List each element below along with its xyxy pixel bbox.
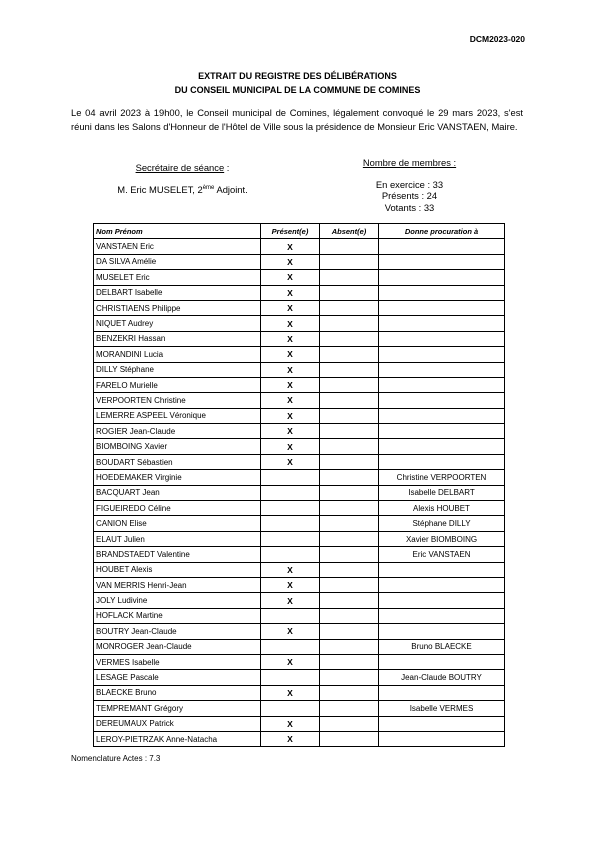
cell-present: X: [261, 377, 320, 392]
cell-absent: [320, 470, 379, 485]
members-label: Nombre de membres :: [362, 157, 457, 168]
cell-present: X: [261, 408, 320, 423]
cell-proxy: [379, 239, 505, 254]
cell-proxy: Xavier BIOMBOING: [379, 531, 505, 546]
cell-present: [261, 670, 320, 685]
table-row: [94, 531, 505, 546]
cell-absent: [320, 670, 379, 685]
cell-name: ELAUT Julien: [94, 531, 261, 546]
cell-name: LEROY-PIETRZAK Anne-Natacha: [94, 731, 261, 746]
table-row: [94, 254, 505, 269]
cell-name: VERMES Isabelle: [94, 654, 261, 669]
cell-present: X: [261, 454, 320, 469]
cell-proxy: Alexis HOUBET: [379, 501, 505, 516]
cell-name: BLAECKE Bruno: [94, 685, 261, 700]
table-row: [94, 577, 505, 592]
cell-name: LEMERRE ASPEEL Véronique: [94, 408, 261, 423]
cell-proxy: [379, 624, 505, 639]
cell-absent: [320, 316, 379, 331]
cell-proxy: [379, 285, 505, 300]
cell-name: HOUBET Alexis: [94, 562, 261, 577]
cell-proxy: Stéphane DILLY: [379, 516, 505, 531]
cell-present: X: [261, 624, 320, 639]
cell-name: FIGUEIREDO Céline: [94, 501, 261, 516]
cell-present: X: [261, 654, 320, 669]
cell-proxy: [379, 731, 505, 746]
cell-proxy: [379, 316, 505, 331]
table-row: [94, 347, 505, 362]
cell-absent: [320, 547, 379, 562]
secretary-name-sup: ème: [202, 185, 215, 191]
cell-name: BACQUART Jean: [94, 485, 261, 500]
table-row: [94, 485, 505, 500]
members-block: [338, 157, 481, 213]
cell-name: CANION Elise: [94, 516, 261, 531]
cell-name: BIOMBOING Xavier: [94, 439, 261, 454]
cell-name: JOLY Ludivine: [94, 593, 261, 608]
cell-absent: [320, 701, 379, 716]
cell-name: MONROGER Jean-Claude: [94, 639, 261, 654]
cell-absent: [320, 393, 379, 408]
footer-nomenclature: Nomenclature Actes : 7.3: [71, 754, 161, 763]
cell-present: X: [261, 731, 320, 746]
cell-name: LESAGE Pascale: [94, 670, 261, 685]
header-name: Nom Prénom: [94, 224, 261, 239]
table-row: [94, 608, 505, 623]
cell-proxy: [379, 331, 505, 346]
table-header-row: [94, 224, 505, 239]
attendance-table: [93, 223, 505, 747]
table-row: [94, 377, 505, 392]
document-title: [0, 69, 595, 97]
cell-name: VAN MERRIS Henri-Jean: [94, 577, 261, 592]
table-row: [94, 424, 505, 439]
cell-name: DA SILVA Amélie: [94, 254, 261, 269]
cell-present: X: [261, 593, 320, 608]
cell-absent: [320, 377, 379, 392]
cell-name: CHRISTIAENS Philippe: [94, 300, 261, 315]
table-row: [94, 639, 505, 654]
cell-present: X: [261, 239, 320, 254]
cell-present: [261, 639, 320, 654]
cell-proxy: Eric VANSTAEN: [379, 547, 505, 562]
cell-name: BOUDART Sébastien: [94, 454, 261, 469]
cell-absent: [320, 516, 379, 531]
cell-present: X: [261, 685, 320, 700]
table-row: [94, 316, 505, 331]
table-row: [94, 331, 505, 346]
table-row: [94, 562, 505, 577]
members-presents: Présents : 24: [381, 190, 438, 201]
cell-present: X: [261, 285, 320, 300]
cell-proxy: Bruno BLAECKE: [379, 639, 505, 654]
cell-absent: [320, 408, 379, 423]
table-row: [94, 408, 505, 423]
cell-absent: [320, 270, 379, 285]
cell-name: HOEDEMAKER Virginie: [94, 470, 261, 485]
cell-name: TEMPREMANT Grégory: [94, 701, 261, 716]
table-row: [94, 454, 505, 469]
cell-present: X: [261, 270, 320, 285]
cell-present: X: [261, 362, 320, 377]
secretary-name: M. Eric MUSELET, 2: [117, 184, 203, 196]
cell-proxy: [379, 377, 505, 392]
cell-present: X: [261, 347, 320, 362]
cell-present: X: [261, 254, 320, 269]
cell-proxy: [379, 408, 505, 423]
cell-present: [261, 470, 320, 485]
title-line-1: EXTRAIT DU REGISTRE DES DÉLIBÉRATIONS: [198, 71, 397, 81]
table-row: [94, 593, 505, 608]
cell-present: X: [261, 562, 320, 577]
cell-proxy: Jean-Claude BOUTRY: [379, 670, 505, 685]
cell-name: BENZEKRI Hassan: [94, 331, 261, 346]
cell-name: ROGIER Jean-Claude: [94, 424, 261, 439]
cell-absent: [320, 654, 379, 669]
cell-present: X: [261, 424, 320, 439]
cell-absent: [320, 439, 379, 454]
cell-present: [261, 547, 320, 562]
cell-proxy: [379, 393, 505, 408]
cell-present: [261, 485, 320, 500]
cell-present: [261, 501, 320, 516]
secretary-label-suffix: :: [224, 162, 230, 173]
cell-proxy: Isabelle DELBART: [379, 485, 505, 500]
table-row: [94, 701, 505, 716]
cell-proxy: [379, 300, 505, 315]
header-proxy: Donne procuration à: [379, 224, 505, 239]
cell-absent: [320, 731, 379, 746]
cell-absent: [320, 300, 379, 315]
cell-name: BRANDSTAEDT Valentine: [94, 547, 261, 562]
cell-absent: [320, 501, 379, 516]
cell-proxy: [379, 685, 505, 700]
table-row: [94, 470, 505, 485]
intro-paragraph: Le 04 avril 2023 à 19h00, le Conseil municipal de Comines, légalement convoqué le 29 mars 2023, s'est réuni dans les Salons d'Honneur de l'Hôtel de Ville sous la présidence de Monsieur Eric VANSTAEN, Maire.: [71, 107, 523, 132]
cell-proxy: [379, 716, 505, 731]
table-row: [94, 285, 505, 300]
cell-absent: [320, 562, 379, 577]
cell-proxy: [379, 254, 505, 269]
table-row: [94, 716, 505, 731]
members-votants: Votants : 33: [384, 201, 435, 213]
cell-proxy: [379, 577, 505, 592]
cell-proxy: [379, 347, 505, 362]
cell-name: MORANDINI Lucia: [94, 347, 261, 362]
cell-present: X: [261, 393, 320, 408]
table-row: [94, 516, 505, 531]
cell-present: X: [261, 577, 320, 592]
cell-absent: [320, 608, 379, 623]
cell-absent: [320, 639, 379, 654]
cell-present: X: [261, 716, 320, 731]
cell-present: X: [261, 300, 320, 315]
cell-present: X: [261, 331, 320, 346]
cell-absent: [320, 239, 379, 254]
cell-absent: [320, 254, 379, 269]
cell-name: BOUTRY Jean-Claude: [94, 624, 261, 639]
cell-absent: [320, 593, 379, 608]
table-row: [94, 685, 505, 700]
cell-proxy: [379, 608, 505, 623]
cell-absent: [320, 454, 379, 469]
cell-proxy: [379, 362, 505, 377]
members-exercice: En exercice : 33: [375, 178, 444, 190]
cell-proxy: [379, 593, 505, 608]
title-line-2: DU CONSEIL MUNICIPAL DE LA COMMUNE DE COMINES: [174, 85, 421, 95]
cell-absent: [320, 485, 379, 500]
cell-absent: [320, 577, 379, 592]
cell-present: X: [261, 316, 320, 331]
cell-name: DELBART Isabelle: [94, 285, 261, 300]
cell-name: NIQUET Audrey: [94, 316, 261, 331]
cell-proxy: [379, 439, 505, 454]
cell-name: DILLY Stéphane: [94, 362, 261, 377]
cell-absent: [320, 424, 379, 439]
cell-absent: [320, 624, 379, 639]
cell-absent: [320, 685, 379, 700]
secretary-name-post: Adjoint.: [214, 184, 248, 196]
cell-name: DEREUMAUX Patrick: [94, 716, 261, 731]
header-absent: Absent(e): [320, 224, 379, 239]
cell-name: MUSELET Eric: [94, 270, 261, 285]
cell-absent: [320, 716, 379, 731]
cell-name: VERPOORTEN Christine: [94, 393, 261, 408]
table-row: [94, 362, 505, 377]
table-row: [94, 439, 505, 454]
cell-absent: [320, 285, 379, 300]
cell-proxy: [379, 270, 505, 285]
cell-proxy: [379, 562, 505, 577]
cell-proxy: [379, 424, 505, 439]
header-present: Présent(e): [261, 224, 320, 239]
cell-present: X: [261, 439, 320, 454]
cell-name: HOFLACK Martine: [94, 608, 261, 623]
secretary-block: [85, 161, 280, 197]
table-row: [94, 501, 505, 516]
table-row: [94, 300, 505, 315]
cell-absent: [320, 531, 379, 546]
cell-absent: [320, 331, 379, 346]
cell-present: [261, 701, 320, 716]
cell-proxy: Isabelle VERMES: [379, 701, 505, 716]
cell-present: [261, 531, 320, 546]
cell-name: FARELO Murielle: [94, 377, 261, 392]
table-row: [94, 624, 505, 639]
cell-proxy: [379, 654, 505, 669]
cell-absent: [320, 362, 379, 377]
document-reference: DCM2023-020: [469, 34, 525, 44]
table-row: [94, 393, 505, 408]
cell-name: VANSTAEN Eric: [94, 239, 261, 254]
table-row: [94, 670, 505, 685]
table-row: [94, 270, 505, 285]
secretary-label: Secrétaire de séance: [135, 162, 225, 173]
cell-proxy: Christine VERPOORTEN: [379, 470, 505, 485]
cell-present: [261, 516, 320, 531]
table-row: [94, 239, 505, 254]
cell-proxy: [379, 454, 505, 469]
table-row: [94, 731, 505, 746]
cell-absent: [320, 347, 379, 362]
table-row: [94, 654, 505, 669]
table-row: [94, 547, 505, 562]
cell-present: [261, 608, 320, 623]
